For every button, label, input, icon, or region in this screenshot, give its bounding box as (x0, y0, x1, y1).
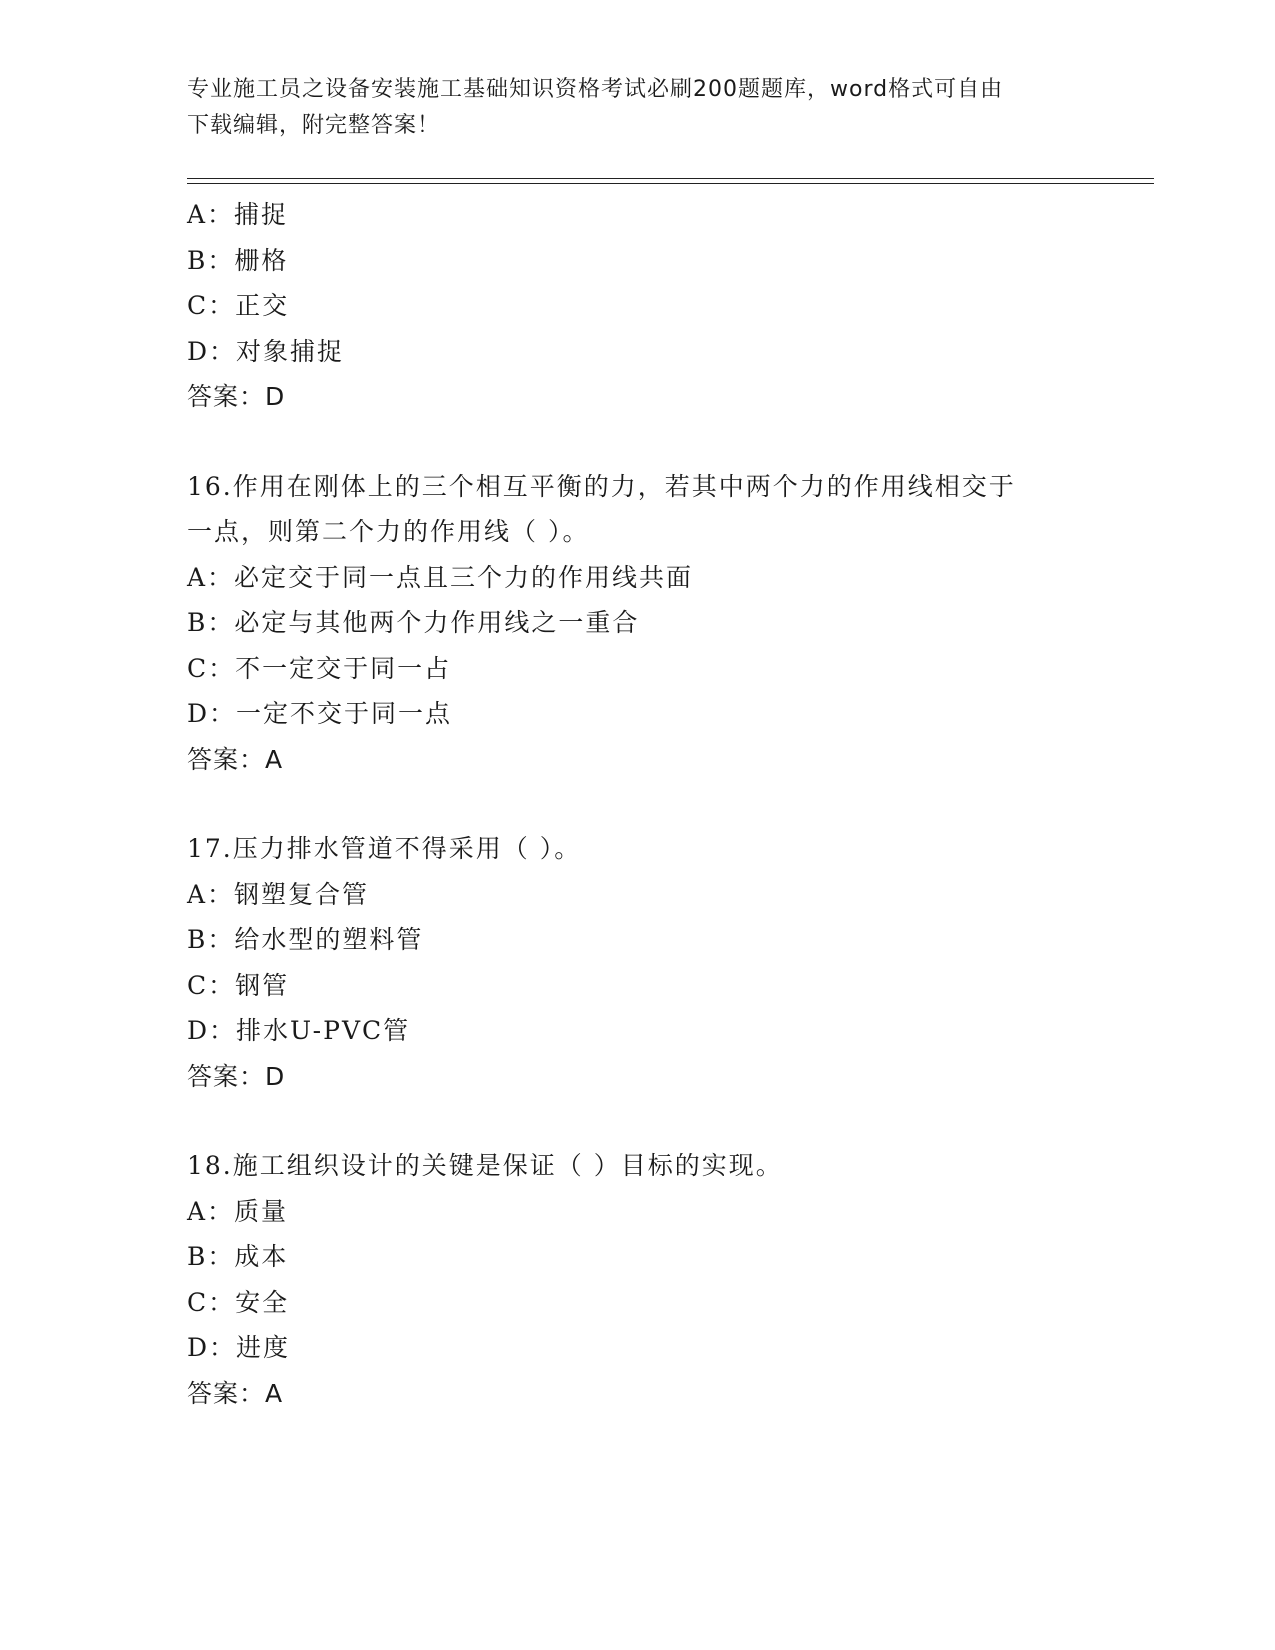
question-stem: 18.施工组织设计的关键是保证（ ）目标的实现。 (187, 1151, 783, 1180)
option-c: C：安全 (187, 1287, 290, 1317)
option-d: D：一定不交于同一点 (187, 699, 453, 728)
option-b: B：给水型的塑料管 (187, 925, 424, 954)
option-a: A：钢塑复合管 (187, 879, 370, 909)
question-stem: 17.压力排水管道不得采用（ ）。 (187, 834, 582, 863)
header-line-1: 专业施工员之设备安装施工基础知识资格考试必刷200题题库，word格式可自由 (187, 77, 1004, 102)
option-d: D：排水U-PVC管 (187, 1016, 411, 1045)
answer-line: 答案：D (187, 382, 286, 411)
option-b: B：栅格 (187, 245, 289, 275)
option-b: B：成本 (187, 1242, 289, 1271)
option-a: A：质量 (187, 1196, 289, 1226)
question-stem: 16.作用在刚体上的三个相互平衡的力，若其中两个力的作用线相交于 (187, 471, 1016, 501)
answer-line: 答案：A (187, 1378, 284, 1408)
option-d: D：进度 (187, 1333, 291, 1362)
answer-line: 答案：D (187, 1061, 286, 1091)
option-a: A：捕捉 (187, 200, 289, 229)
option-c: C：正交 (187, 291, 290, 320)
question-list (187, 192, 1087, 1416)
option-a: A：必定交于同一点且三个力的作用线共面 (187, 562, 694, 592)
option-b: B：必定与其他两个力作用线之一重合 (187, 608, 640, 637)
page-header (187, 72, 1087, 144)
question-block-15 (187, 192, 1087, 420)
option-d: D：对象捕捉 (187, 336, 345, 366)
header-divider-top (187, 178, 1154, 179)
question-stem-continued: 一点，则第二个力的作用线（ ）。 (187, 517, 590, 546)
question-block-16 (187, 464, 1087, 783)
answer-line: 答案：A (187, 744, 284, 774)
header-line-2: 下载编辑，附完整答案！ (187, 113, 441, 138)
question-block-18 (187, 1143, 1087, 1416)
header-divider-bottom (187, 183, 1154, 184)
option-c: C：不一定交于同一占 (187, 653, 452, 683)
question-block-17 (187, 826, 1087, 1099)
option-c: C：钢管 (187, 970, 290, 1000)
